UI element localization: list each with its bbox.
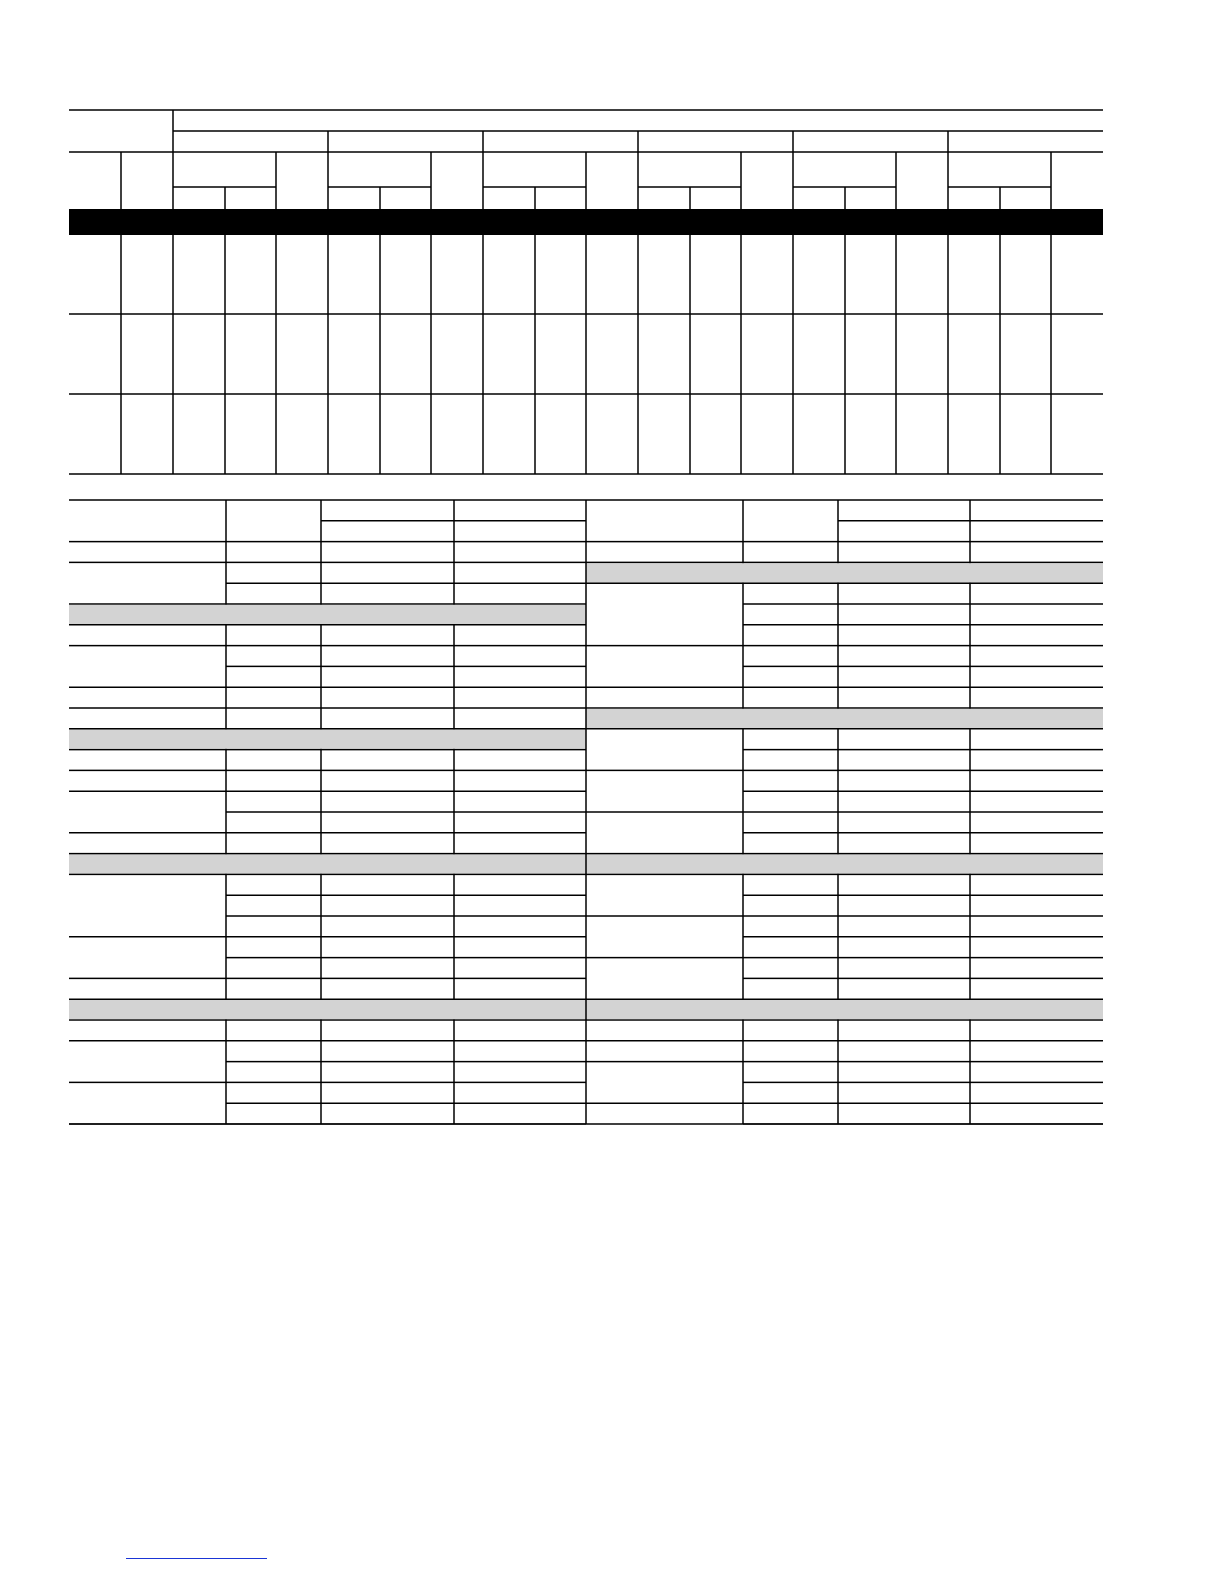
section-band-left-fill: [69, 1000, 585, 1019]
section-band-left-fill: [69, 854, 585, 873]
upper-grid-table: [69, 110, 1103, 474]
section-band-right-fill: [587, 854, 1103, 873]
footer-link-underline: [126, 1558, 267, 1559]
section-band-right-fill: [587, 1000, 1103, 1019]
section-band-left-fill: [69, 730, 585, 749]
section-band-left-fill: [69, 605, 585, 624]
lower-grid-table: [69, 500, 1103, 1124]
section-band-right-fill: [587, 563, 1103, 582]
section-band-right-fill: [587, 709, 1103, 728]
